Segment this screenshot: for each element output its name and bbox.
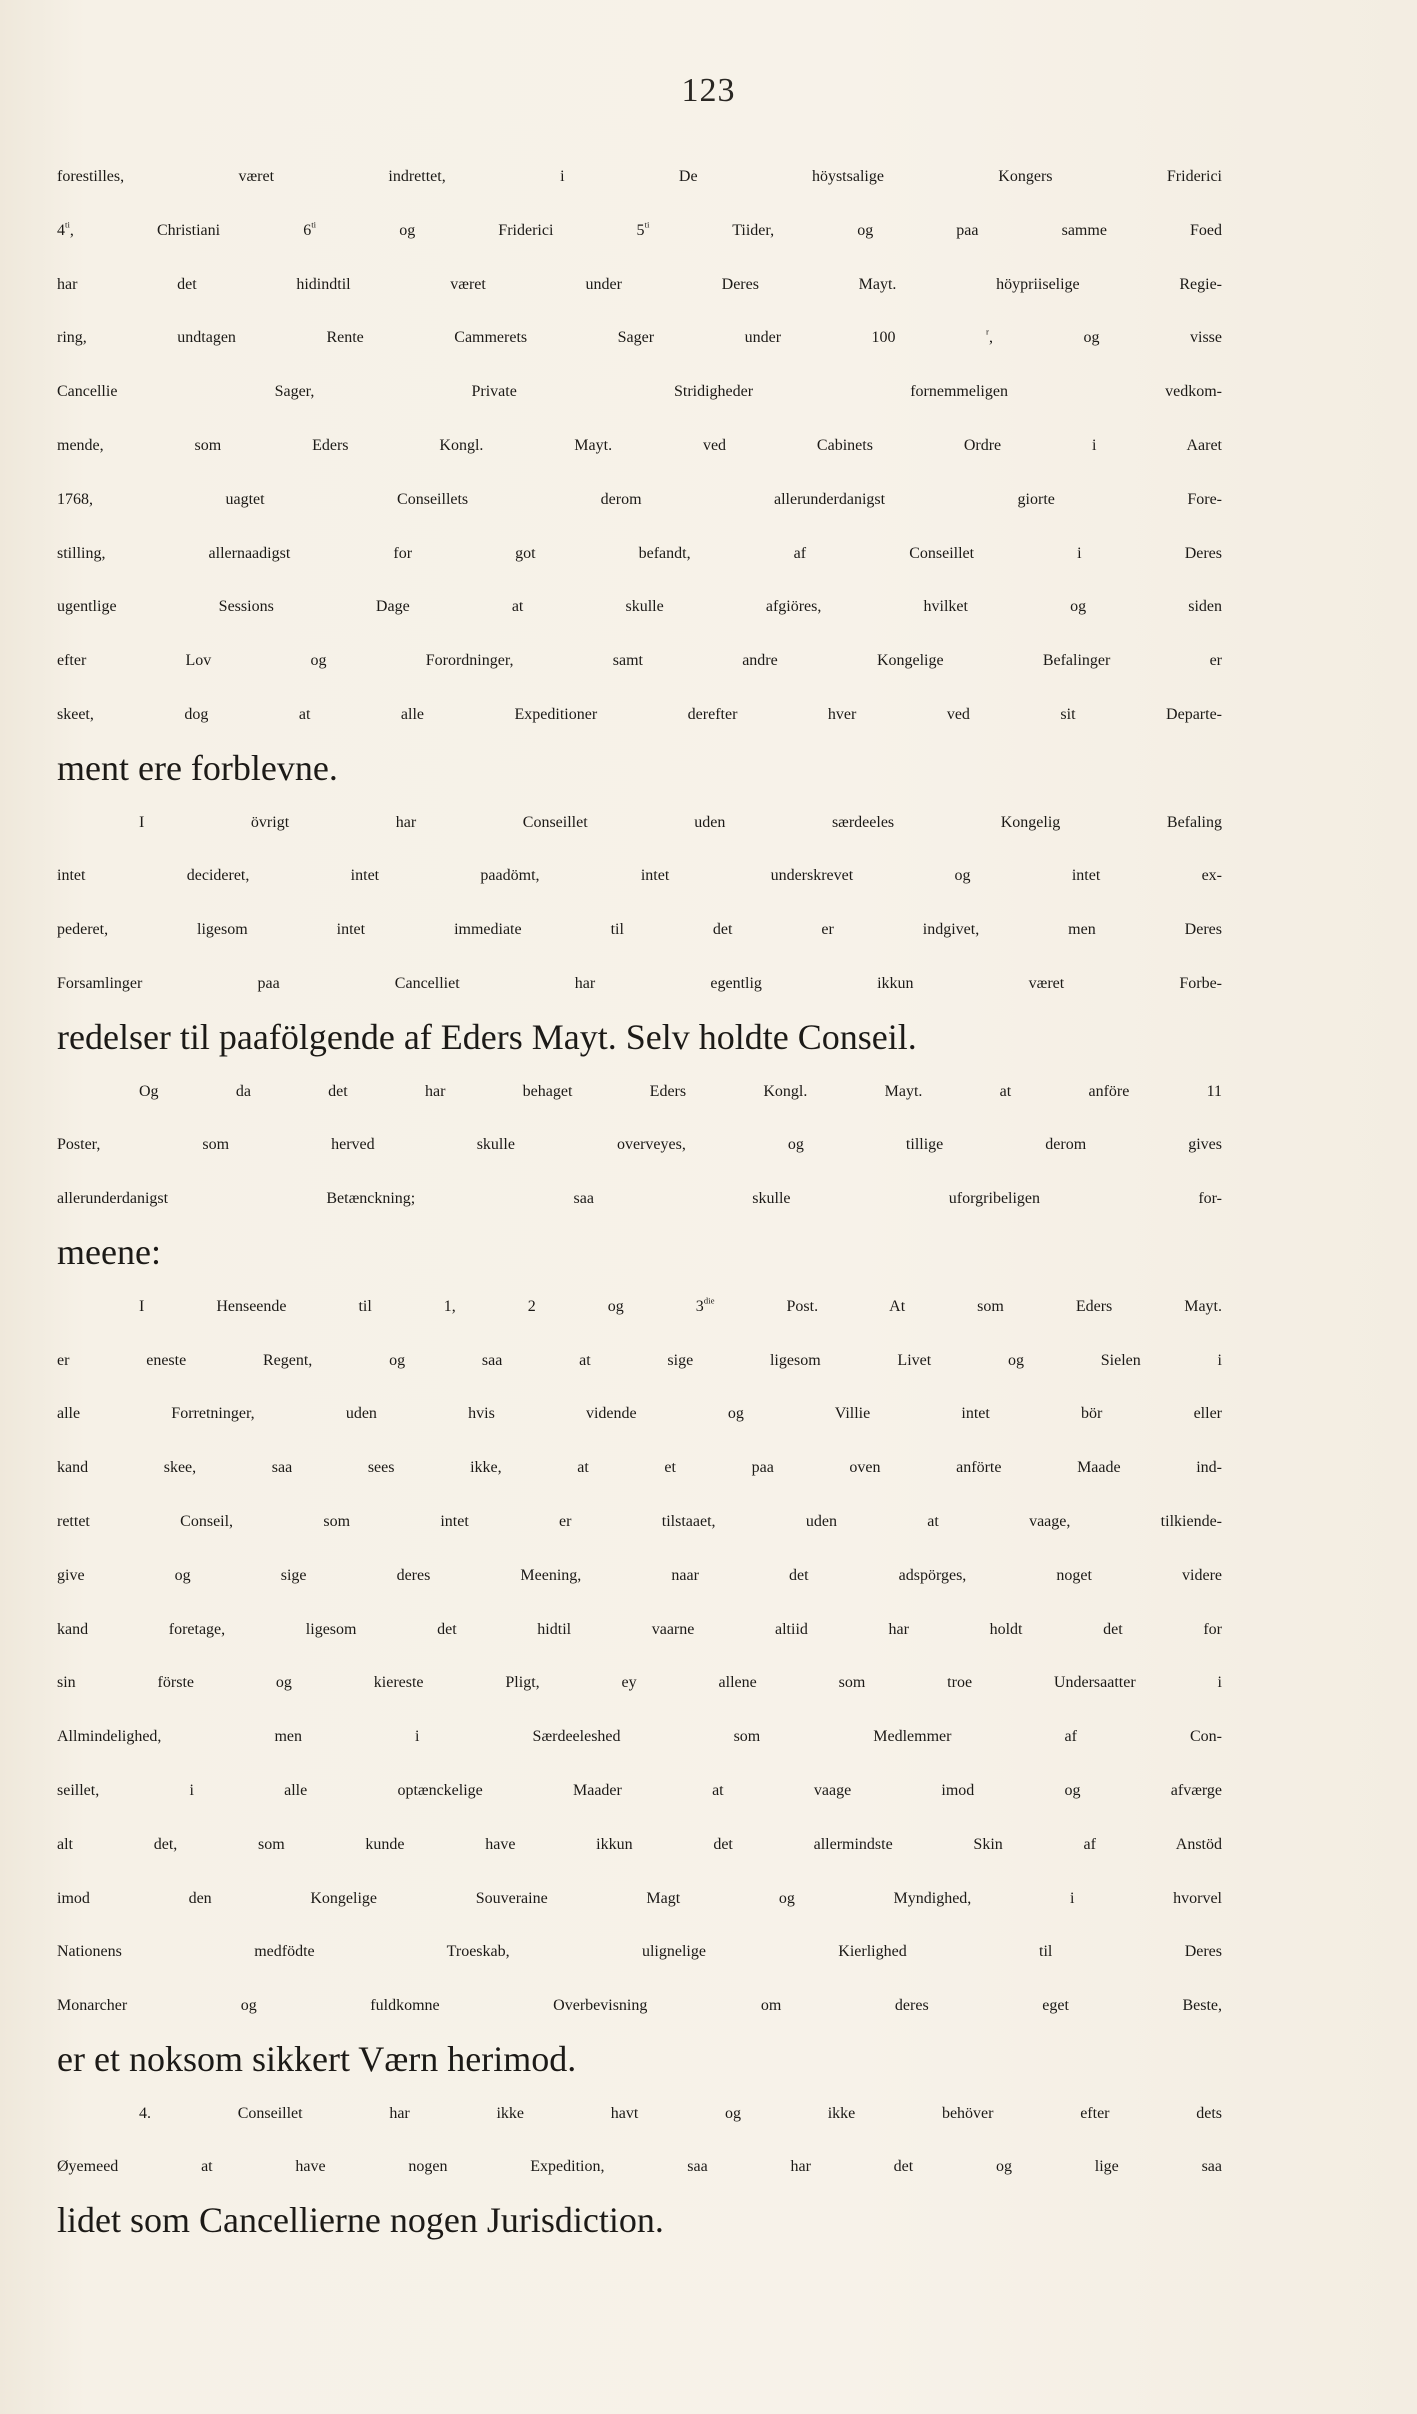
text-line-39: lidet som Cancellierne nogen Jurisdiction. (57, 2200, 664, 2241)
text-line-23: er eneste Regent, og saa at sige ligesom Livet og Sielen i (57, 1351, 1222, 1369)
text-line-36: er et noksom sikkert Værn herimod. (57, 2038, 577, 2079)
text-line-37: 4. Conseillet har ikke havt og ikke behöver efter dets (139, 2104, 1222, 2122)
text-line-35: Monarcher og fuldkomne Overbevisning om deres eget Beste, (57, 1997, 1222, 2015)
text-line-12: ment ere forblevne. (57, 747, 338, 788)
body-text (57, 150, 1222, 2248)
text-line-28: kand foretage, ligesom det hidtil vaarne altiid har holdt det for (57, 1620, 1222, 1638)
text-line-24: alle Forretninger, uden hvis vidende og Villie intet bör eller (57, 1405, 1222, 1423)
text-line-5: Cancellie Sager, Private Stridigheder fornemmeligen vedkom- (57, 383, 1222, 401)
text-line-34: Nationens medfödte Troeskab, ulignelige Kierlighed til Deres (57, 1943, 1222, 1961)
text-line-8: stilling, allernaadigst for got befandt, af Conseillet i Deres (57, 544, 1222, 562)
text-line-26: rettet Conseil, som intet er tilstaaet, uden at vaage, tilkiende- (57, 1512, 1222, 1530)
text-line-25: kand skee, saa sees ikke, at et paa oven anförte Maade ind- (57, 1459, 1222, 1477)
text-line-18: Og da det har behaget Eders Kongl. Mayt. at anföre 11 (139, 1082, 1222, 1100)
text-line-32: alt det, som kunde have ikkun det allermindste Skin af Anstöd (57, 1835, 1222, 1853)
text-line-2: $4^{ti}$, Christiani $6^{ti}$ og Friderici $5^{ti}$ Tiider, og paa samme Foed (57, 219, 1223, 239)
text-line-7: 1768, uagtet Conseillets derom allerunderdanigst giorte Fore- (57, 490, 1222, 508)
text-line-29: sin förste og kiereste Pligt, ey allene som troe Undersaatter i (57, 1674, 1222, 1692)
text-line-19: Poster, som herved skulle overveyes, og tillige derom gives (57, 1136, 1222, 1154)
text-line-3: har det hidindtil været under Deres Mayt. höypriiselige Regie- (57, 275, 1222, 293)
text-line-38: Øyemeed at have nogen Expedition, saa har det og lige saa (57, 2158, 1222, 2176)
text-line-33: imod den Kongelige Souveraine Magt og Myndighed, i hvorvel (57, 1889, 1222, 1907)
text-line-31: seillet, i alle optænckelige Maader at vaage imod og afværge (57, 1781, 1222, 1799)
text-line-27: give og sige deres Meening, naar det adspörges, noget videre (57, 1566, 1222, 1584)
page-number: 123 (681, 72, 736, 109)
text-line-4: ring, undtagen Rente Cammerets Sager under 100 $^r$, og visse (57, 326, 1223, 347)
text-line-10: efter Lov og Forordninger, samt andre Kongelige Befalinger er (57, 652, 1222, 670)
text-line-9: ugentlige Sessions Dage at skulle afgiöres, hvilket og siden (57, 598, 1222, 616)
text-line-11: skeet, dog at alle Expeditioner derefter hver ved sit Departe- (57, 705, 1222, 723)
text-line-22: I Henseende til 1, 2 og $3^{die}$ Post. At som Eders Mayt. (139, 1295, 1222, 1315)
text-line-15: pederet, ligesom intet immediate til det er indgivet, men Deres (57, 921, 1222, 939)
text-line-30: Allmindelighed, men i Særdeeleshed som Medlemmer af Con- (57, 1728, 1222, 1746)
text-line-13: I övrigt har Conseillet uden særdeeles Kongelig Befaling (139, 813, 1222, 831)
text-line-14: intet decideret, intet paadömt, intet underskrevet og intet ex- (57, 867, 1222, 885)
text-line-1: forestilles, været indrettet, i De höystsalige Kongers Friderici (57, 168, 1222, 185)
text-line-20: allerunderdanigst Betænckning; saa skulle uforgribeligen for- (57, 1190, 1222, 1208)
text-line-17: redelser til paafölgende af Eders Mayt. Selv holdte Conseil. (57, 1016, 917, 1057)
text-line-16: Forsamlinger paa Cancelliet har egentlig ikkun været Forbe- (57, 974, 1222, 992)
text-line-21: meene: (57, 1231, 161, 1272)
text-line-6: mende, som Eders Kongl. Mayt. ved Cabinets Ordre i Aaret (57, 436, 1222, 454)
